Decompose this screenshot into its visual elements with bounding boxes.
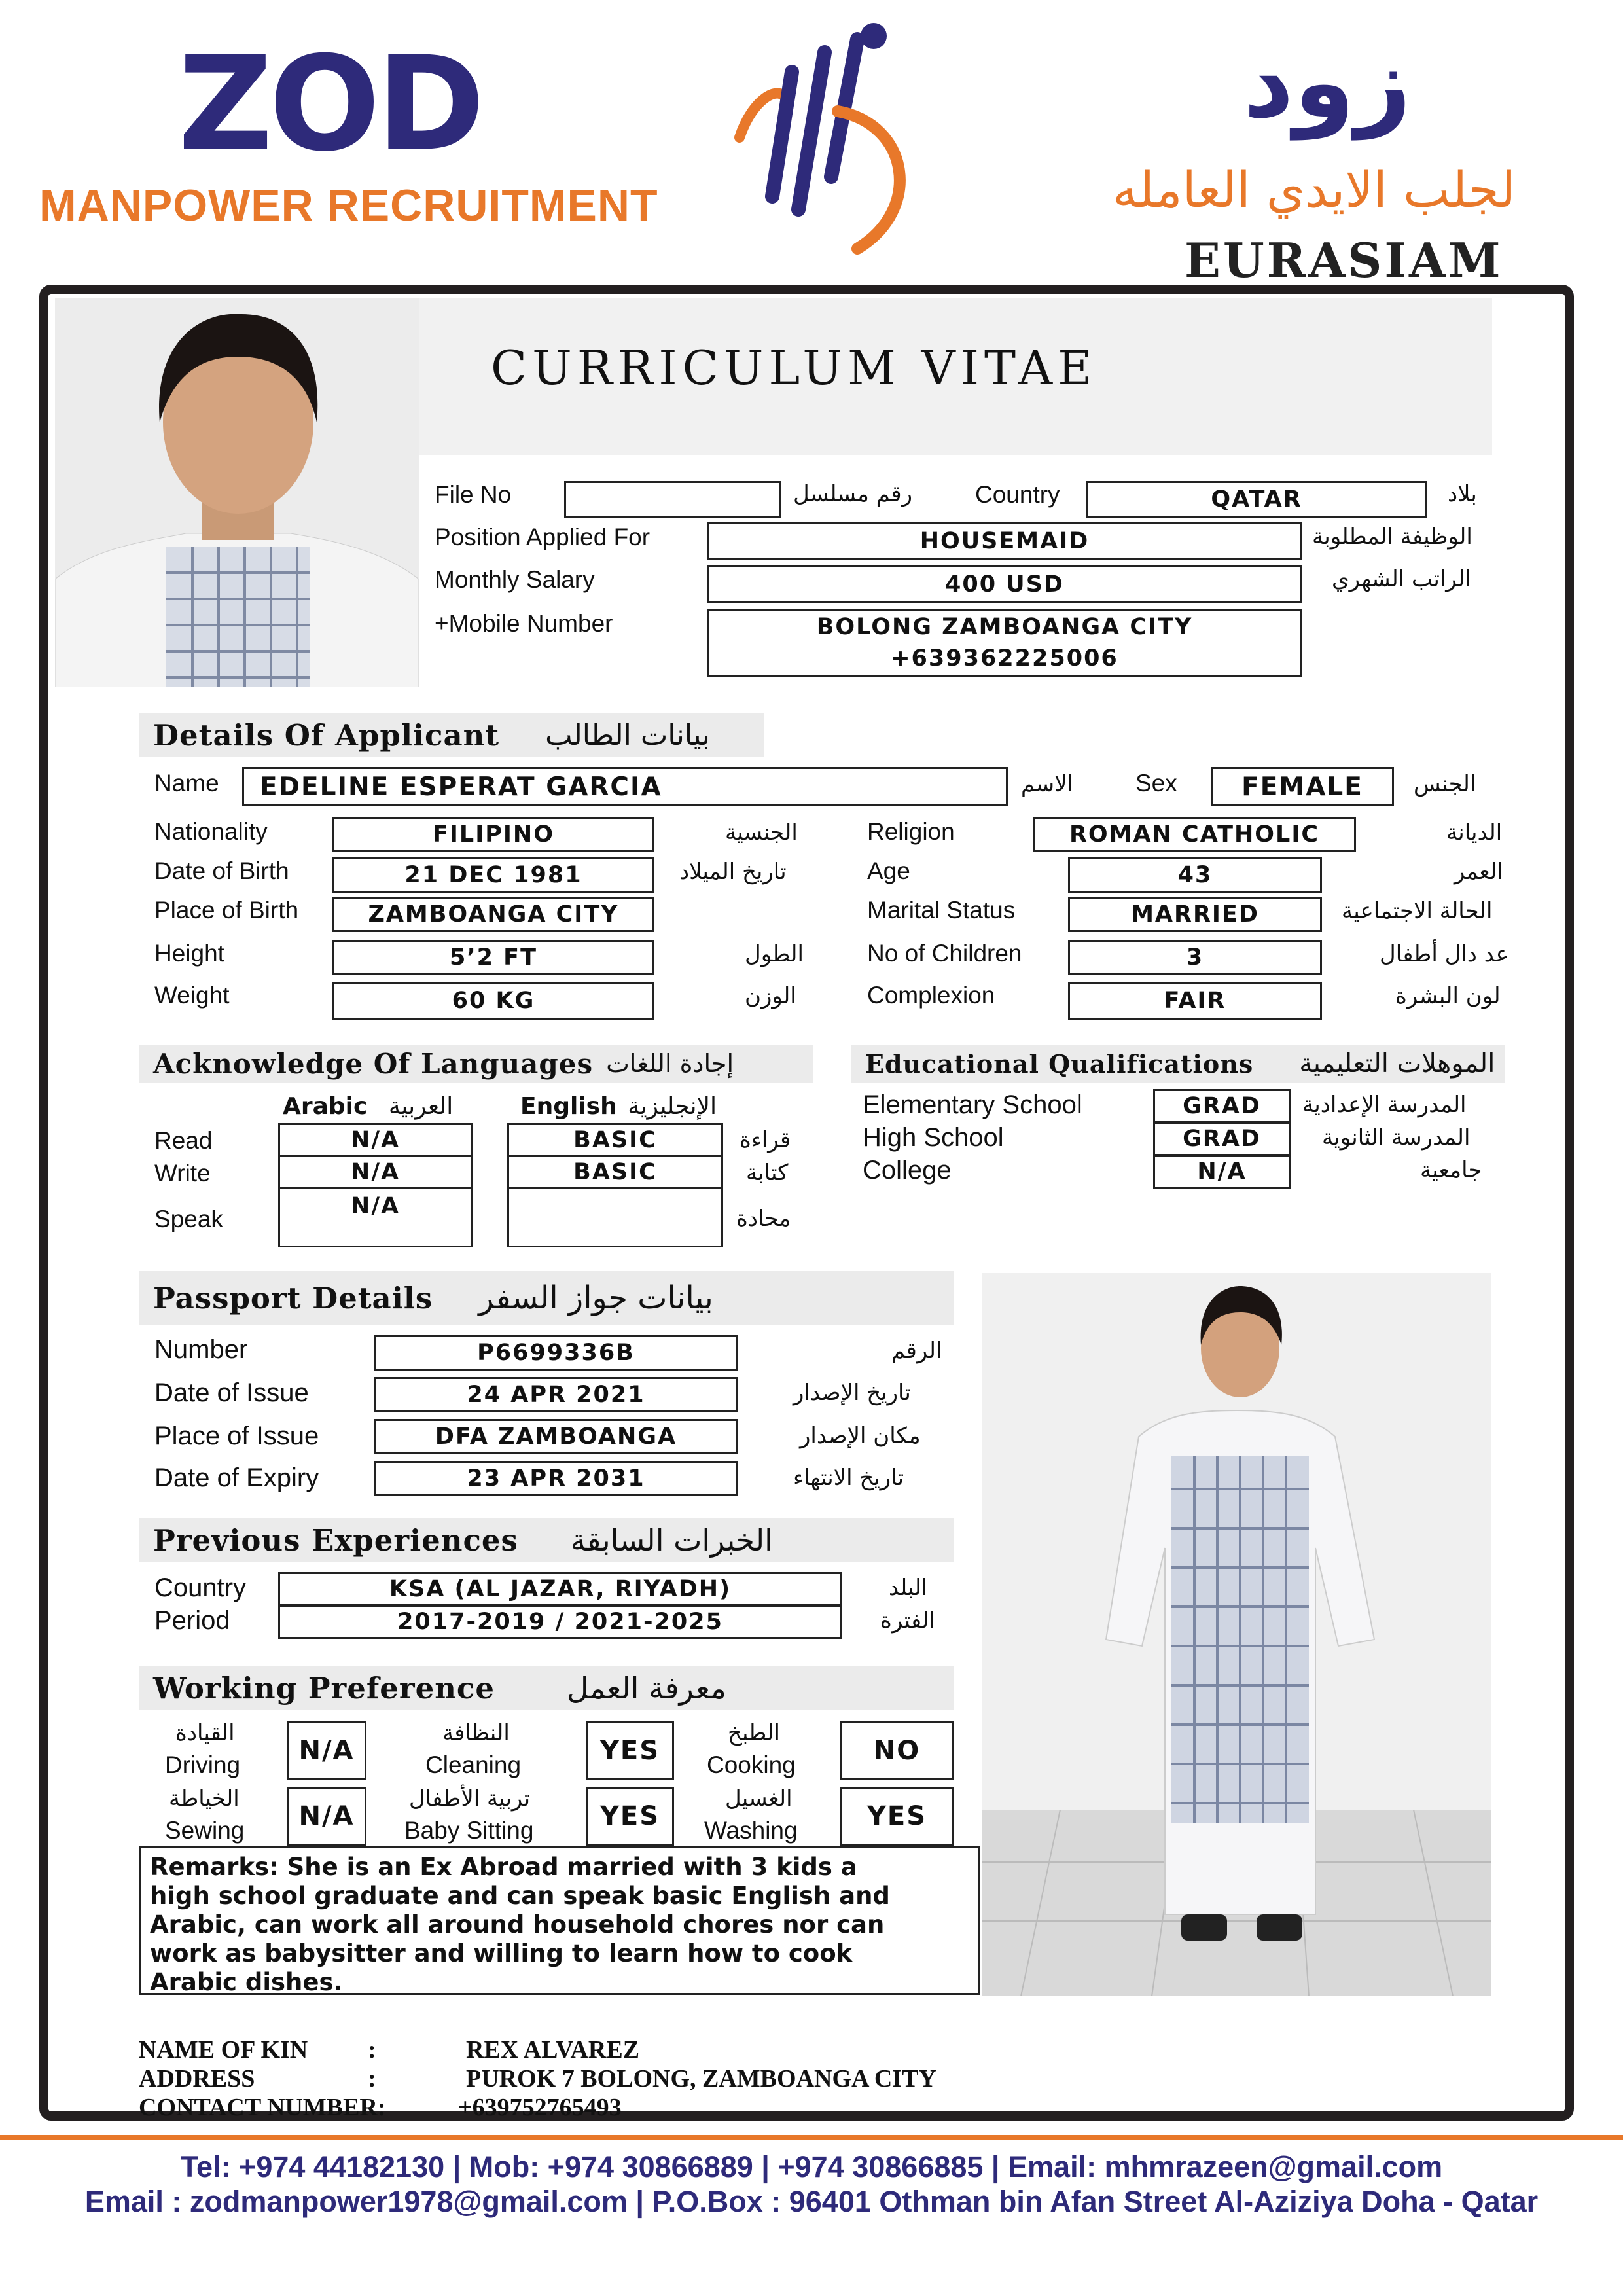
arabic-write: N/A [278,1155,473,1189]
pob-field: ZAMBOANGA CITY [332,897,654,932]
elementary-field: GRAD [1153,1089,1291,1123]
arabic-read: N/A [278,1123,473,1157]
nationality-field: FILIPINO [332,817,654,852]
mobile-label: +Mobile Number [435,610,613,637]
salary-ar: الراتب الشهري [1332,566,1471,592]
sewing-label: Sewing [165,1817,245,1844]
cooking-ar: الطبخ [728,1720,780,1746]
sex-field: FEMALE [1211,767,1394,806]
english-read: BASIC [507,1123,723,1157]
issue-date-label: Date of Issue [154,1378,309,1407]
remarks-line-1: Remarks: She is an Ex Abroad married with 3 kids a [150,1853,857,1881]
cleaning-value: YES [586,1721,674,1780]
nationality-ar: الجنسية [725,819,798,846]
washing-value: YES [840,1787,954,1846]
languages-section-title: Acknowledge Of Languages [153,1047,594,1080]
kin-address-label: ADDRESS [139,2065,255,2092]
dob-ar: تاريخ الميلاد [679,859,787,885]
arabic-column-ar: العربية [388,1093,454,1120]
english-column-header [520,1093,717,1120]
preference-section-title: Working Preference [153,1670,495,1706]
expiry-date-field: 23 APR 2031 [374,1461,738,1496]
cooking-label: Cooking [707,1751,796,1778]
complexion-label: Complexion [867,982,995,1009]
kin-address-colon: : [368,2065,376,2092]
marital-ar: الحالة الاجتماعية [1342,898,1493,924]
age-field: 43 [1068,857,1322,893]
arabic-subtitle: لجلب الايدي العامله [1113,160,1516,219]
preference-section-header [139,1666,954,1710]
height-label: Height [154,940,224,967]
weight-field: 60 KG [332,982,654,1020]
dob-label: Date of Birth [154,857,289,884]
kin-name-value: REX ALVAREZ [466,2036,640,2064]
dob-field: 21 DEC 1981 [332,857,654,893]
position-ar: الوظيفة المطلوبة [1312,524,1472,550]
driving-ar: القيادة [175,1720,235,1746]
footer-line-1: Tel: +974 44182130 | Mob: +974 30866889 | +974 30866885 | Email: mhmrazeen@gmail.com [180,2150,1443,2183]
file-no-ar: رقم مسلسل [793,481,912,507]
cooking-value: NO [840,1721,954,1780]
education-section-title-ar: الموهلات التعليمية [1299,1049,1495,1079]
experience-country-label: Country [154,1573,247,1602]
baby-sitting-ar: تربية الأطفال [409,1785,531,1812]
salary-field: 400 USD [707,565,1302,603]
age-ar: العمر [1454,859,1503,885]
kin-contact-value: +639752765493 [458,2094,622,2121]
children-ar: عد دال أطفال [1380,941,1509,967]
file-no-label: File No [435,481,512,508]
country-label: Country [975,481,1060,508]
baby-sitting-label: Baby Sitting [404,1817,534,1844]
position-label: Position Applied For [435,524,651,550]
name-label: Name [154,770,219,797]
marital-label: Marital Status [867,897,1016,924]
arabic-brand: زود [1243,26,1412,140]
elementary-ar: المدرسة الإعدادية [1302,1092,1467,1118]
remarks-line-3: Arabic, can work all around household chores nor can [150,1910,885,1939]
college-label: College [863,1156,952,1185]
write-ar: كتابة [746,1160,789,1186]
complexion-field: FAIR [1068,982,1322,1020]
college-ar: جامعية [1420,1157,1482,1183]
kin-name-colon: : [368,2036,376,2064]
pob-label: Place of Birth [154,897,299,924]
languages-section-header [139,1045,813,1083]
experience-section-title: Previous Experiences [153,1522,518,1558]
sex-ar: الجنس [1414,771,1476,797]
religion-ar: الديانة [1446,819,1503,846]
remarks-line-4: work as babysitter and willing to learn how to cook [150,1939,853,1967]
name-ar: الاسم [1021,771,1073,797]
children-field: 3 [1068,940,1322,975]
country-field: QATAR [1086,481,1427,518]
name-field: EDELINE ESPERAT GARCIA [242,767,1008,806]
applicant-section-title: Details Of Applicant [153,717,500,753]
education-section-header [851,1045,1505,1083]
passport-number-ar: الرقم [891,1338,942,1364]
experience-section-title-ar: الخبرات السابقة [570,1522,773,1558]
driving-value: N/A [287,1721,366,1780]
preference-section-title-ar: معرفة العمل [566,1670,726,1706]
brand-logo-text: ZOD [178,28,482,181]
remarks-line-5: Arabic dishes. [150,1968,343,1996]
weight-label: Weight [154,982,230,1009]
english-speak [507,1187,723,1247]
position-field: HOUSEMAID [707,522,1302,560]
sex-label: Sex [1135,770,1177,797]
cleaning-label: Cleaning [425,1751,522,1778]
languages-section-title-ar: إجادة اللغات [606,1049,734,1078]
passport-section-header [139,1271,954,1325]
experience-period-ar: الفترة [880,1607,935,1634]
height-field: 5’2 FT [332,940,654,975]
mobile-field [707,609,1302,677]
passport-section-title-ar: بيانات جواز السفر [478,1280,713,1316]
marital-field: MARRIED [1068,897,1322,932]
high-school-field: GRAD [1153,1122,1291,1156]
high-school-label: High School [863,1123,1004,1152]
expiry-date-ar: تاريخ الانتهاء [793,1465,904,1491]
high-school-ar: المدرسة الثانوية [1322,1124,1471,1151]
arabic-speak: N/A [278,1187,473,1247]
eurasiam-text: EURASIAM [1185,232,1503,288]
elementary-label: Elementary School [863,1090,1082,1119]
passport-section-title: Passport Details [153,1280,433,1316]
read-label: Read [154,1127,213,1154]
issue-date-field: 24 APR 2021 [374,1377,738,1412]
english-column-en: English [520,1093,617,1120]
experience-period-field: 2017-2019 / 2021-2025 [278,1605,842,1639]
kin-name-label: NAME OF KIN [139,2036,308,2064]
baby-sitting-value: YES [586,1787,674,1846]
issue-place-ar: مكان الإصدار [800,1423,921,1449]
arabic-column-header [283,1093,453,1120]
issue-place-field: DFA ZAMBOANGA [374,1419,738,1454]
complexion-ar: لون البشرة [1395,983,1501,1009]
weight-ar: الوزن [745,983,796,1009]
religion-label: Religion [867,818,955,845]
applicant-portrait [55,298,419,687]
issue-date-ar: تاريخ الإصدار [793,1380,911,1406]
cleaning-ar: النظافة [442,1720,510,1746]
mobile-line-1: BOLONG ZAMBOANGA CITY [816,614,1193,640]
age-label: Age [867,857,910,884]
applicant-section-title-ar: بيانات الطالب [545,718,710,752]
remarks-line-2: high school graduate and can speak basic English and [150,1882,890,1910]
english-column-ar: الإنجليزية [628,1093,717,1120]
passport-number-field: P6699336B [374,1335,738,1371]
washing-label: Washing [704,1817,798,1844]
washing-ar: الغسيل [725,1785,793,1812]
country-ar: بلاد [1448,481,1477,507]
experience-section-header [139,1518,954,1562]
sewing-value: N/A [287,1787,366,1846]
experience-country-field: KSA (AL JAZAR, RIYADH) [278,1572,842,1606]
english-write: BASIC [507,1155,723,1189]
expiry-date-label: Date of Expiry [154,1463,319,1492]
applicant-full-photo [982,1273,1491,1996]
experience-country-ar: البلد [889,1575,928,1601]
file-no-field [564,481,781,518]
arabic-column-en: Arabic [283,1093,368,1120]
college-field: N/A [1153,1155,1291,1189]
passport-number-label: Number [154,1335,248,1364]
kin-address-value: PUROK 7 BOLONG, ZAMBOANGA CITY [466,2065,936,2092]
speak-ar: محادة [736,1206,791,1232]
nationality-label: Nationality [154,818,268,845]
footer-divider [0,2135,1623,2140]
experience-period-label: Period [154,1606,230,1635]
applicant-section-header [139,713,764,757]
salary-label: Monthly Salary [435,566,595,593]
religion-field: ROMAN CATHOLIC [1033,817,1356,852]
education-section-title: Educational Qualifications [865,1049,1254,1079]
mobile-line-2: +639362225006 [891,645,1118,672]
remarks-box [139,1846,980,1995]
write-label: Write [154,1160,211,1187]
children-label: No of Children [867,940,1022,967]
driving-label: Driving [165,1751,241,1778]
brand-subtitle: MANPOWER RECRUITMENT [39,181,658,230]
height-ar: الطول [745,941,804,967]
read-ar: قراءة [740,1127,791,1153]
sewing-ar: الخياطة [169,1785,240,1812]
company-logo-icon [726,13,936,262]
speak-label: Speak [154,1206,223,1232]
cv-title: CURRICULUM VITAE [491,340,1097,395]
kin-contact-label: CONTACT NUMBER: [139,2094,386,2121]
footer-line-2: Email : zodmanpower1978@gmail.com | P.O.Box : 96401 Othman bin Afan Street Al-Aziziya Doha - Qatar [84,2185,1539,2218]
issue-place-label: Place of Issue [154,1422,319,1450]
